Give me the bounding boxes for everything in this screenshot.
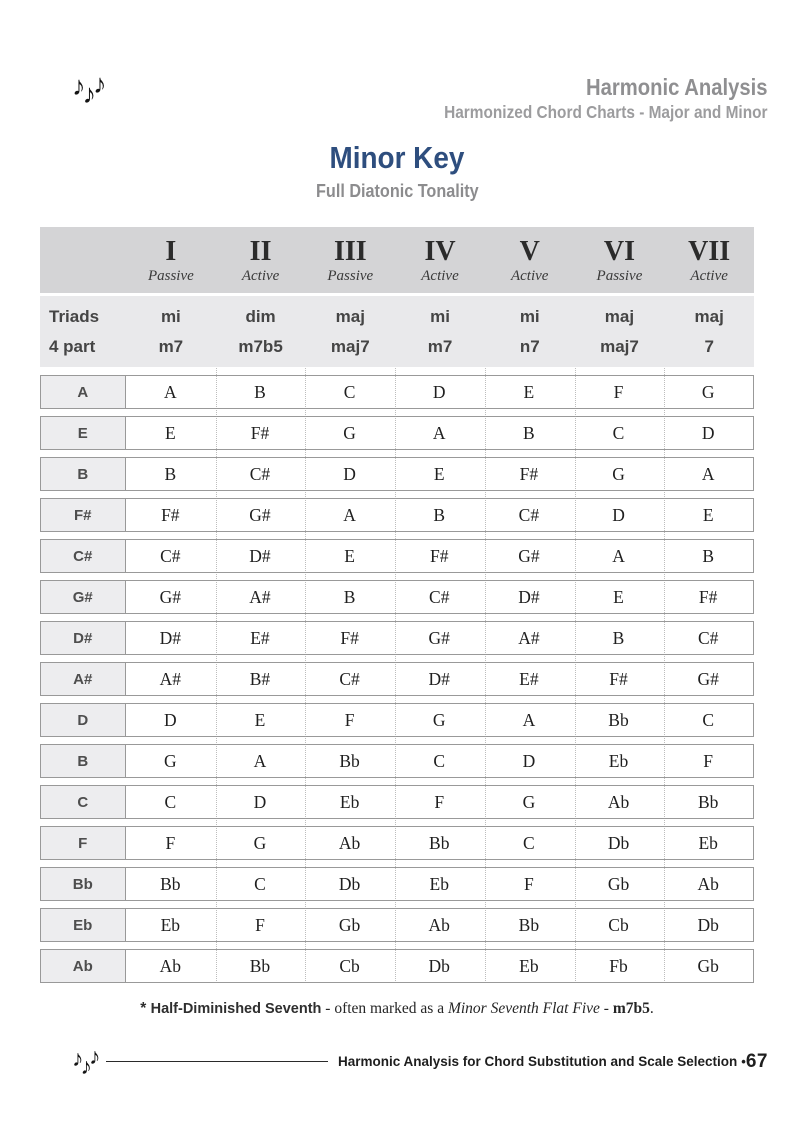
key-label: F#	[41, 499, 126, 531]
note-cell: A	[432, 422, 446, 443]
triad-quality: mi	[160, 307, 181, 326]
note-cell: C	[164, 791, 177, 812]
degree-mode: Active	[421, 268, 459, 284]
note-cell: B	[612, 627, 625, 648]
header-titles	[400, 74, 768, 124]
note-cell: F	[613, 381, 624, 402]
footnote-period: .	[649, 1000, 654, 1017]
quality-row-labels	[40, 302, 126, 361]
key-label: D	[41, 704, 126, 736]
key-row	[40, 703, 754, 737]
note-cell: D	[253, 791, 267, 812]
triad-quality: maj	[604, 307, 635, 326]
key-label: Eb	[41, 909, 126, 941]
note-cell: Ab	[338, 832, 361, 853]
note-cell: G	[432, 709, 446, 730]
note-cell: Eb	[339, 791, 360, 812]
note-cell: F#	[609, 668, 628, 689]
note-cell: Eb	[429, 873, 449, 894]
note-cell: G	[164, 750, 177, 771]
key-label: C	[41, 786, 126, 818]
note-cell: Gb	[697, 955, 719, 976]
triad-quality: maj	[335, 307, 365, 326]
note-cell: D#	[159, 627, 182, 648]
note-cell: G	[343, 422, 356, 443]
note-cell: Cb	[339, 955, 360, 976]
footnote-term: Half-Diminished Seventh	[150, 1001, 322, 1017]
note-cell: A	[253, 750, 267, 771]
degree-quality-cell	[485, 302, 575, 361]
degree-mode: Passive	[596, 268, 643, 284]
note-cell: G#	[428, 627, 450, 648]
note-cell: E	[702, 504, 714, 525]
key-label: A	[41, 376, 126, 408]
note-cell: Eb	[608, 750, 629, 771]
key-row	[40, 416, 754, 450]
key-label: F	[41, 827, 126, 859]
note-cell: G#	[518, 545, 540, 566]
note-cell: Db	[338, 873, 361, 894]
degrees-header-row	[40, 227, 754, 293]
key-row	[40, 498, 754, 532]
note-cell: Ab	[607, 791, 630, 812]
note-cell: C	[433, 750, 446, 771]
degree-numeral: VII	[688, 236, 731, 267]
key-label: C#	[41, 540, 126, 572]
footer-music-notes-icon: ♪♪♪	[72, 1043, 98, 1079]
note-cell: A	[343, 504, 356, 525]
page-footer	[72, 1043, 768, 1079]
note-cell: C	[523, 832, 535, 853]
degree-numeral: V	[519, 236, 540, 267]
note-cell: G#	[159, 586, 182, 607]
note-cell: D	[701, 422, 715, 443]
footer-text: Harmonic Analysis for Chord Substitution and Scale Selection	[337, 1054, 738, 1069]
note-cell: E	[433, 463, 445, 484]
note-cell: F	[255, 914, 265, 935]
note-cell: F#	[430, 545, 449, 566]
note-cell: B	[164, 463, 177, 484]
degree-numeral: VI	[603, 236, 636, 267]
four-part-quality: maj7	[330, 337, 370, 356]
key-row	[40, 457, 754, 491]
note-cell: Db	[607, 832, 630, 853]
note-cell: E#	[519, 668, 539, 689]
note-cell: C#	[697, 627, 719, 648]
note-cell: G	[522, 791, 536, 812]
key-row	[40, 785, 754, 819]
four-part-quality: m7	[427, 337, 453, 356]
note-cell: E	[613, 586, 624, 607]
degree-cell	[126, 227, 216, 293]
degree-mode: Passive	[327, 268, 374, 284]
degree-cell	[485, 227, 575, 293]
quality-header-row	[40, 296, 754, 367]
key-row	[40, 949, 754, 983]
triads-label: Triads	[49, 307, 100, 326]
note-cell: Bb	[429, 832, 450, 853]
degrees-header-spacer	[40, 227, 126, 293]
note-cell: D#	[428, 668, 450, 689]
note-cell: C#	[160, 545, 181, 566]
degree-mode: Active	[690, 268, 728, 284]
degree-cell	[395, 227, 485, 293]
note-cell: B	[523, 422, 535, 443]
note-cell: A	[164, 381, 177, 402]
note-cell: A#	[518, 627, 540, 648]
note-cell: B	[343, 586, 356, 607]
note-cell: E	[254, 709, 266, 730]
note-cell: D#	[518, 586, 540, 607]
note-cell: G	[612, 463, 625, 484]
chord-chart-table	[40, 227, 754, 983]
key-label: A#	[41, 663, 126, 695]
note-cell: A	[522, 709, 536, 730]
note-cell: B	[254, 381, 266, 402]
note-cell: Bb	[160, 873, 181, 894]
note-cell: Ab	[428, 914, 450, 935]
note-cell: Ab	[159, 955, 182, 976]
note-cell: D	[343, 463, 356, 484]
note-cell: F	[524, 873, 534, 894]
note-cell: F#	[698, 586, 718, 607]
note-cell: B	[702, 545, 714, 566]
section-titles	[0, 141, 794, 201]
note-cell: E	[344, 545, 355, 566]
note-cell: F	[434, 791, 445, 812]
degree-cell	[575, 227, 665, 293]
note-cell: C	[254, 873, 266, 894]
note-cell: A#	[159, 668, 182, 689]
note-cell: F	[165, 832, 176, 853]
four-part-quality: n7	[519, 337, 540, 356]
triad-quality: dim	[245, 307, 276, 326]
note-cell: D	[164, 709, 177, 730]
key-row	[40, 826, 754, 860]
triad-quality: mi	[430, 307, 450, 326]
key-label: B	[41, 745, 126, 777]
degree-cell	[216, 227, 306, 293]
degree-mode: Passive	[147, 268, 194, 284]
note-cell: Eb	[519, 955, 539, 976]
note-cell: A	[701, 463, 715, 484]
footnote-asterisk: *	[140, 1000, 151, 1017]
note-cell: G	[701, 381, 715, 402]
degree-numeral: IV	[424, 236, 456, 267]
note-cell: D#	[249, 545, 271, 566]
note-cell: A#	[249, 586, 271, 607]
note-cell: Eb	[160, 914, 181, 935]
note-cell: A	[612, 545, 625, 566]
note-cell: E#	[250, 627, 270, 648]
four-part-quality: m7	[158, 337, 184, 356]
note-cell: F#	[519, 463, 539, 484]
note-cell: Bb	[608, 709, 629, 730]
header-title: Harmonic Analysis	[586, 74, 768, 100]
degree-quality-cell	[664, 302, 754, 361]
degree-mode: Active	[241, 268, 280, 284]
key-row	[40, 744, 754, 778]
footnote	[0, 1000, 794, 1018]
note-cell: G	[253, 832, 267, 853]
degree-quality-cell	[395, 302, 485, 361]
note-cell: Bb	[339, 750, 360, 771]
footnote-italic-term: Minor Seventh Flat Five	[447, 1000, 600, 1017]
degree-quality-cell	[305, 302, 395, 361]
section-title: Minor Key	[329, 140, 465, 175]
note-cell: Db	[428, 955, 450, 976]
note-cell: D	[612, 504, 625, 525]
note-cell: Bb	[518, 914, 540, 935]
note-cell: Ab	[697, 873, 719, 894]
note-cell: C#	[339, 668, 360, 689]
key-label: Ab	[41, 950, 126, 982]
degree-quality-cell	[126, 302, 216, 361]
note-cell: C	[612, 422, 625, 443]
page-header	[0, 0, 794, 124]
key-row	[40, 867, 754, 901]
note-cell: C	[343, 381, 356, 402]
footnote-bold-term: m7b5	[612, 1000, 650, 1017]
note-cell: Gb	[607, 873, 630, 894]
footnote-dash: -	[599, 1000, 613, 1017]
four-part-quality: m7b5	[238, 337, 283, 356]
music-notes-icon: ♪♪♪	[72, 69, 104, 109]
key-row	[40, 621, 754, 655]
degree-numeral: III	[333, 236, 367, 267]
key-row	[40, 662, 754, 696]
note-cell: C#	[429, 586, 450, 607]
four-part-quality: maj7	[600, 337, 639, 356]
key-label: Bb	[41, 868, 126, 900]
degree-quality-cell	[575, 302, 665, 361]
four-part-quality: 7	[704, 337, 714, 356]
note-cell: Cb	[608, 914, 629, 935]
key-label: E	[41, 417, 126, 449]
footer-bullet: •	[741, 1054, 746, 1069]
footnote-middle-text: - often marked as a	[321, 1000, 448, 1017]
key-row	[40, 908, 754, 942]
header-subtitle: Harmonized Chord Charts - Major and Minor	[444, 102, 768, 122]
note-cell: Db	[697, 914, 719, 935]
key-row	[40, 375, 754, 409]
triad-quality: maj	[694, 307, 724, 326]
note-cell: Bb	[249, 955, 271, 976]
note-cell: F#	[340, 627, 359, 648]
note-cell: E	[164, 422, 176, 443]
degree-numeral: I	[165, 236, 177, 267]
key-row	[40, 539, 754, 573]
note-cell: D	[432, 381, 446, 402]
note-cell: F	[703, 750, 714, 771]
note-cell: F	[344, 709, 355, 730]
note-cell: Eb	[698, 832, 718, 853]
degree-cell	[305, 227, 395, 293]
section-subtitle	[0, 181, 794, 201]
note-cell: F#	[161, 504, 180, 525]
triad-quality: mi	[519, 307, 540, 326]
degree-mode: Active	[510, 268, 549, 284]
note-cell: G#	[249, 504, 271, 525]
note-cell: C#	[249, 463, 271, 484]
footer-divider-line	[106, 1061, 328, 1062]
degree-cell	[664, 227, 754, 293]
note-cell: G#	[697, 668, 719, 689]
key-label: G#	[41, 581, 126, 613]
section-subtitle-text: Full Diatonic Tonality	[315, 181, 479, 201]
degree-quality-cell	[216, 302, 306, 361]
note-cell: C	[702, 709, 714, 730]
note-cell: D	[522, 750, 536, 771]
key-label: B	[41, 458, 126, 490]
footer-page-number: 67	[745, 1050, 768, 1072]
note-cell: F#	[250, 422, 270, 443]
table-body	[40, 375, 754, 983]
note-cell: C#	[518, 504, 540, 525]
note-cell: B	[433, 504, 446, 525]
note-cell: Bb	[697, 791, 719, 812]
note-cell: E	[523, 381, 535, 402]
degree-numeral: II	[249, 236, 272, 267]
note-cell: Fb	[609, 955, 628, 976]
four-part-label: 4 part	[49, 337, 96, 356]
note-cell: B#	[249, 668, 271, 689]
key-row	[40, 580, 754, 614]
note-cell: Gb	[338, 914, 361, 935]
key-label: D#	[41, 622, 126, 654]
